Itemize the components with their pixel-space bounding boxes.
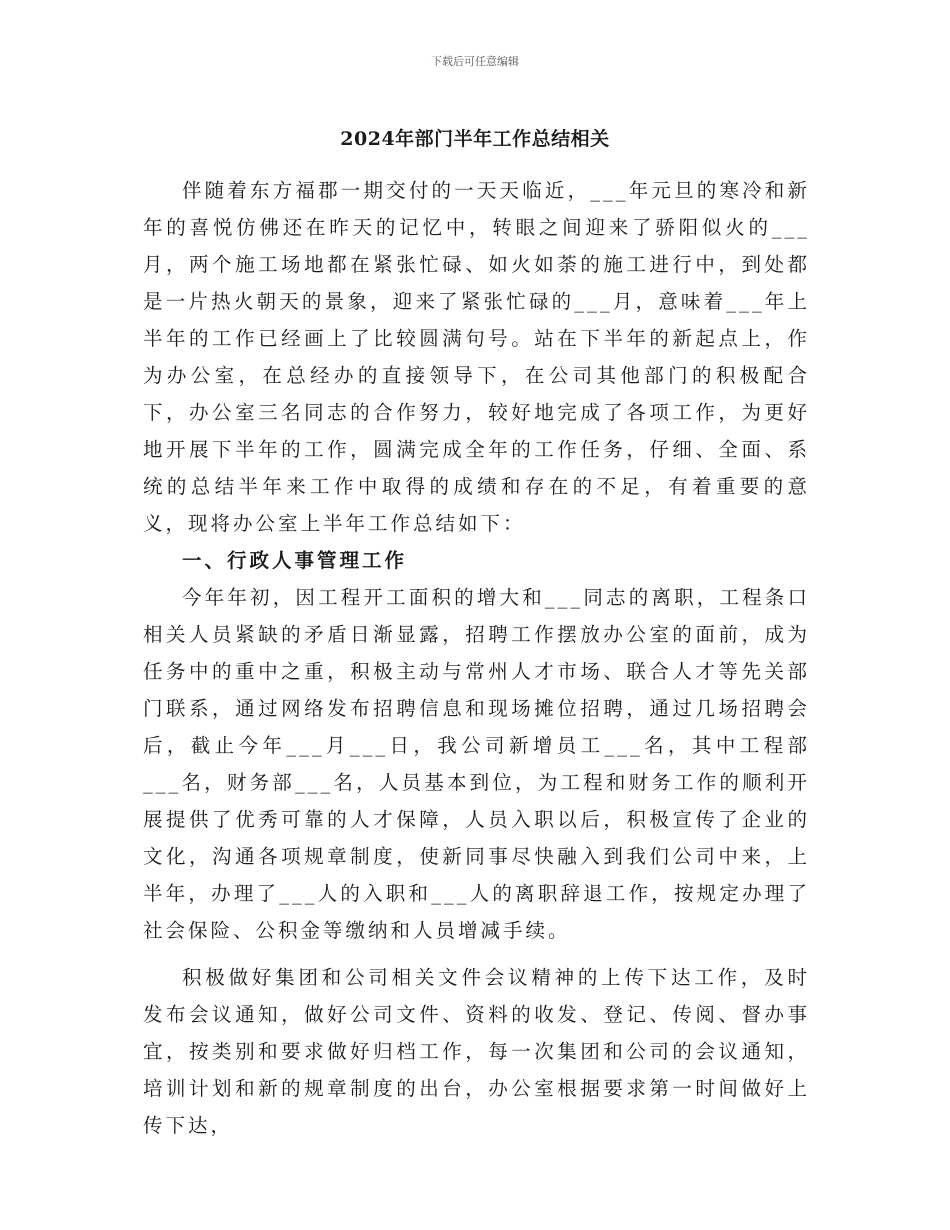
section-heading-admin-hr: 一、行政人事管理工作 [182,549,408,572]
header-note: 下载后可任意编辑 [431,55,519,68]
document-body [143,172,810,1144]
paragraph-intro: 伴随着东方福郡一期交付的一天天临近，___年元旦的寒冷和新年的喜悦仿佛还在昨天的记忆中，转眼之间迎来了骄阳似火的___月，两个施工场地都在紧张忙碌、如火如荼的施工进行中，到处都是一片热火朝天的景象，迎来了紧张忙碌的___月，意味着___年上半年的工作已经画上了比较圆满句号。站在下半年的新起点上，作为办公室，在总经办的直接领导下，在公司其他部门的积极配合下，办公室三名同志的合作努力，较好地完成了各项工作，为更好地开展下半年的工作，圆满完成全年的工作任务，仔细、全面、系统的总结半年来工作中取得的成绩和存在的不足，有着重要的意义，现将办公室上半年工作总结如下： [143,179,810,535]
document-title: 2024年部门半年工作总结相关 [340,128,610,150]
paragraph-documents: 积极做好集团和公司相关文件会议精神的上传下达工作，及时发布会议通知，做好公司文件、资料的收发、登记、传阅、督办事宜，按类别和要求做好归档工作，每一次集团和公司的会议通知，培训计划和新的规章制度的出台，办公室根据要求第一时间做好上传下达， [143,966,810,1137]
paragraph-gap [143,949,810,959]
paragraph-recruitment: 今年年初，因工程开工面积的增大和___同志的离职，工程条口相关人员紧缺的矛盾日渐显露，招聘工作摆放办公室的面前，成为任务中的重中之重，积极主动与常州人才市场、联合人才等先关部门联系，通过网络发布招聘信息和现场摊位招聘，通过几场招聘会后，截止今年___月___日，我公司新增员工___名，其中工程部___名，财务部___名，人员基本到位，为工程和财务工作的顺利开展提供了优秀可靠的人才保障，人员入职以后，积极宣传了企业的文化，沟通各项规章制度，使新同事尽快融入到我们公司中来，上半年，办理了___人的入职和___人的离职辞退工作，按规定办理了社会保险、公积金等缴纳和人员增减手续。 [143,586,810,942]
